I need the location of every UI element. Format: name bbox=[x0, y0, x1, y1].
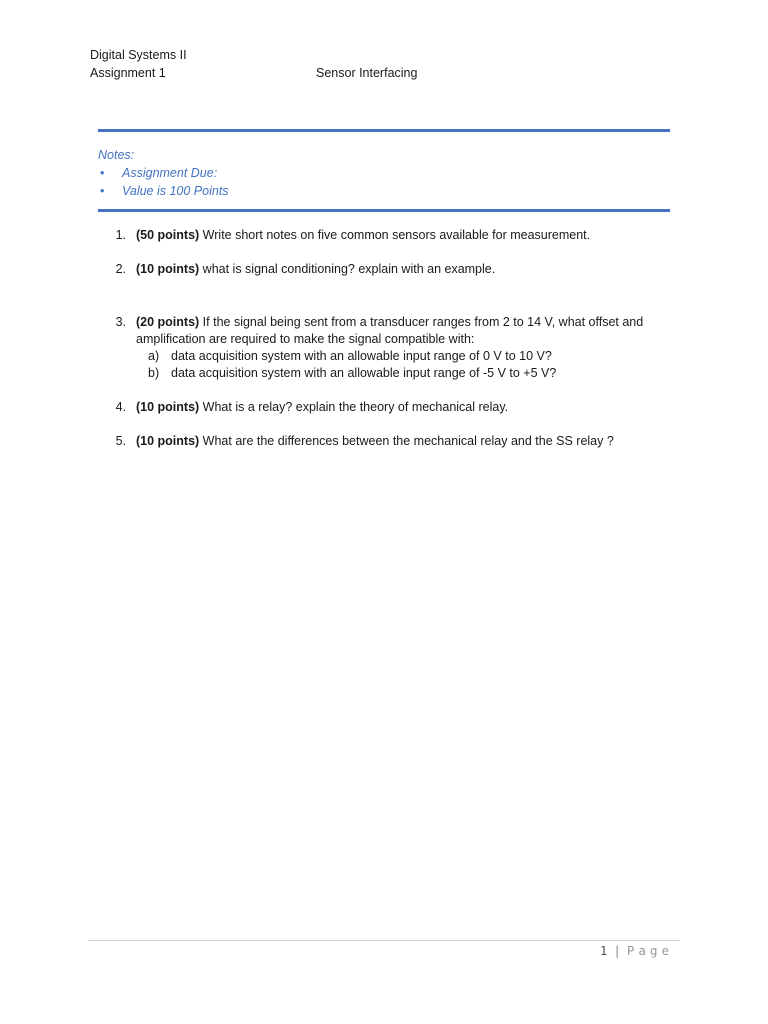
question-text: what is signal conditioning? explain with an example. bbox=[199, 262, 496, 276]
subject-title: Sensor Interfacing bbox=[316, 66, 418, 80]
bullet-icon: • bbox=[100, 184, 105, 198]
page-footer bbox=[600, 943, 673, 958]
subitem-a: a) data acquisition system with an allowable input range of 0 V to 10 V? bbox=[148, 349, 552, 363]
subitem-b: b) data acquisition system with an allowable input range of -5 V to +5 V? bbox=[148, 366, 557, 380]
question-text: What are the differences between the mechanical relay and the SS relay ? bbox=[199, 434, 614, 448]
bottom-rule bbox=[98, 209, 670, 212]
notes-box bbox=[98, 129, 670, 212]
notes-list bbox=[98, 164, 670, 200]
question-5: 5. (10 points) What are the differences between the mechanical relay and the SS relay ? bbox=[115, 434, 614, 448]
points-label: (10 points) bbox=[136, 434, 200, 448]
question-text: Write short notes on five common sensors available for measurement. bbox=[199, 228, 591, 242]
page-label: Page bbox=[626, 943, 673, 958]
points-label: (10 points) bbox=[136, 400, 200, 414]
assignment-title: Assignment 1 bbox=[90, 66, 166, 80]
footer-divider bbox=[88, 940, 680, 941]
points-label: (50 points) bbox=[136, 228, 200, 242]
points-label: (20 points) bbox=[136, 315, 200, 329]
note-item: • Assignment Due: bbox=[100, 166, 218, 180]
question-4: 4. (10 points) What is a relay? explain the theory of mechanical relay. bbox=[115, 400, 509, 414]
course-title: Digital Systems II bbox=[90, 48, 187, 62]
notes-title: Notes: bbox=[98, 148, 135, 162]
question-list bbox=[110, 227, 670, 467]
question-3: 3. (20 points) If the signal being sent from a transducer ranges from 2 to 14 V, what offset and amplification are required to make the signal compatible with: a) data acquisition system with an allowable input range of 0 V to 10 V? b) data acquisition system with an allowable input range of -5 V to +5 V? bbox=[110, 314, 670, 382]
page-number: 1 bbox=[599, 943, 608, 958]
footer-separator: | bbox=[613, 943, 621, 958]
bullet-icon: • bbox=[100, 166, 105, 180]
note-item: • Value is 100 Points bbox=[100, 184, 229, 198]
question-text: If the signal being sent from a transducer ranges from 2 to 14 V, what offset and amplification are required to make the signal compatible with: bbox=[136, 315, 644, 346]
question-text: What is a relay? explain the theory of mechanical relay. bbox=[199, 400, 509, 414]
question-1: 1. (50 points) Write short notes on five common sensors available for measurement. bbox=[115, 228, 591, 242]
question-2: 2. (10 points) what is signal conditioning? explain with an example. bbox=[115, 262, 496, 276]
points-label: (10 points) bbox=[136, 262, 200, 276]
document-header bbox=[90, 46, 418, 82]
